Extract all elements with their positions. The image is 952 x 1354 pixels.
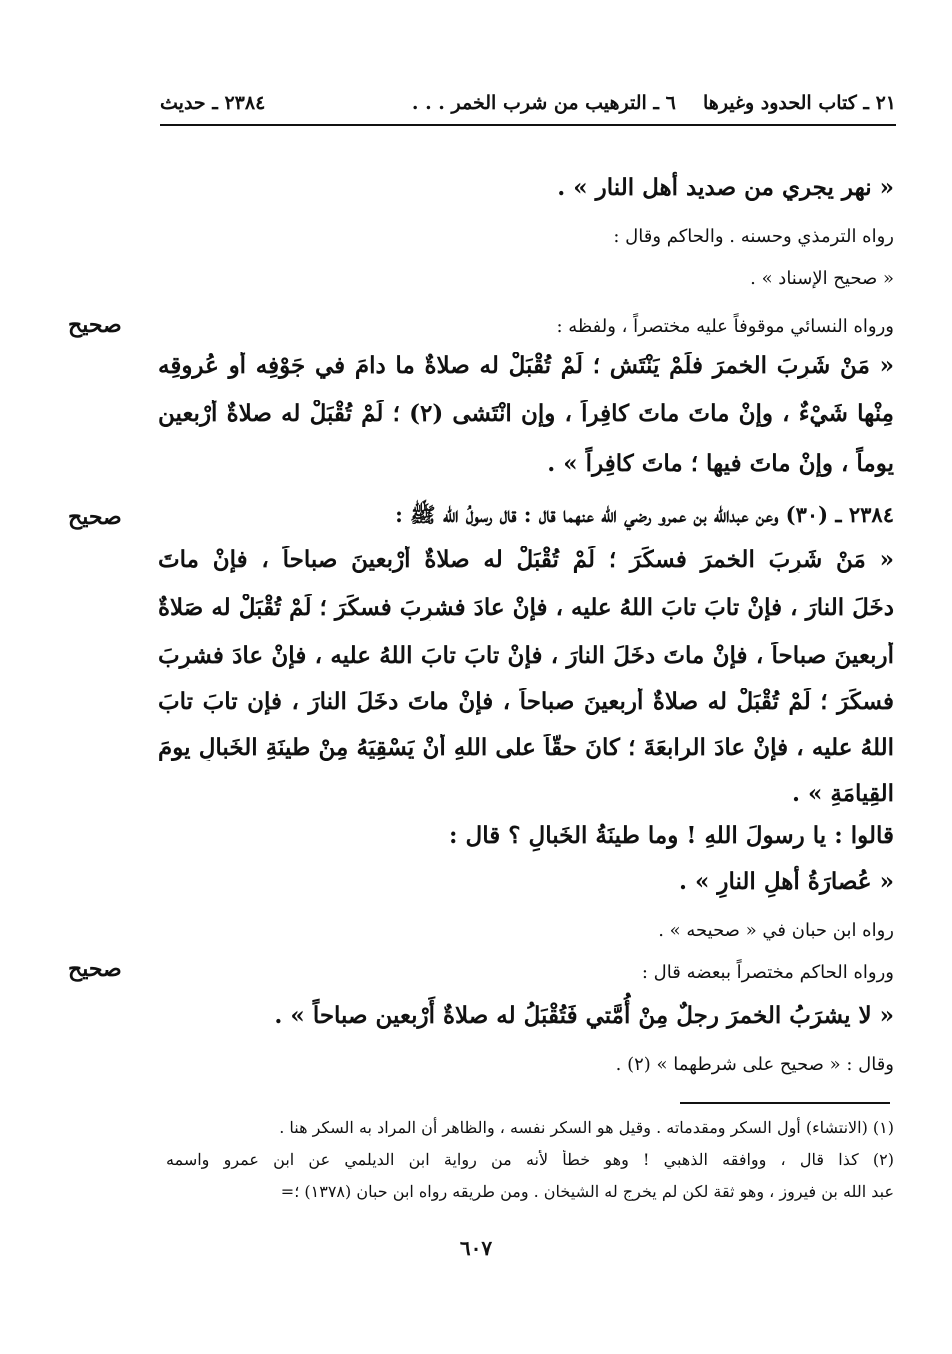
text-line: القِيامَةِ » . — [791, 780, 894, 807]
text-line: رواه ابن حبان في « صحيحه » . — [658, 920, 894, 941]
header-divider — [160, 124, 896, 126]
footnote: (١) (الانتشاء) أول السكر ومقدماته . وقيل هو السكر نفسه ، والظاهر أن المراد به السكر هنا . — [279, 1118, 894, 1137]
text-line: فسكَرَ ؛ لَمْ تُقْبَلْ له صلاةٌ أَربعينَ صباحاً ، فإنْ ماتَ دخَلَ النارَ ، فإن تابَ تابَ — [158, 688, 894, 715]
text-line: « مَنْ شَرِبَ الخمرَ فلَمْ يَنْتَشِ ؛ لَمْ تُقْبَلْ له صلاةٌ ما دامَ في جَوْفِه أو عُروقِه — [158, 352, 894, 379]
header-hadith-number: ٢٣٨٤ ـ حديث — [160, 92, 266, 114]
footnote-divider — [680, 1102, 890, 1104]
page-number: ٦٠٧ — [459, 1236, 493, 1260]
text-line: يوماً ، وإنْ ماتَ فيها ؛ ماتَ كافِراً » . — [547, 450, 894, 477]
running-header — [160, 88, 896, 122]
text-line: قالوا : يا رسولَ اللهِ ! وما طينَةُ الخَبالِ ؟ قال : — [449, 822, 894, 849]
text-line: « صحيح الإسناد » . — [750, 268, 894, 289]
grading-note: صحيح — [68, 312, 122, 338]
text-line: وقال : « صحيح على شرطهما » (٢) . — [615, 1054, 894, 1075]
text-line: « عُصارَةُ أهلِ النارِ » . — [678, 868, 894, 895]
hadith-heading: ٢٣٨٤ ـ (٣٠) وعن عبدالله بن عمرو رضي الله عنهما قال : قال رسولُ الله ﷺ : — [395, 502, 894, 527]
grading-note: صحيح — [68, 956, 122, 982]
text-line: ورواه الحاكم مختصراً ببعضه قال : — [641, 962, 894, 983]
text-line: رواه الترمذي وحسنه . والحاكم وقال : — [613, 226, 894, 247]
footnote: (٢) كذا قال ، ووافقه الذهبي ! وهو خطأ لأنه من رواية ابن الديلمي عن ابن عمرو واسمه — [166, 1150, 894, 1169]
text-line: دخَلَ النارَ ، فإنْ تابَ تابَ اللهُ عليه ، فإنْ عادَ فشرِبَ فسكَرَ ؛ لَمْ تُقْبَلْ له صَلاةٌ — [158, 594, 894, 621]
footnote: عبد الله بن فيروز ، وهو ثقة لكن لم يخرج له الشيخان . ومن طريقه رواه ابن حبان (١٣٧٨) ؛= — [280, 1182, 894, 1201]
header-chapter: ٢١ ـ كتاب الحدود وغيرها — [703, 92, 896, 114]
text-line: « نهر يجري من صديد أهل النار » . — [557, 174, 894, 201]
text-line: « مَنْ شَرِبَ الخمرَ فسكَرَ ؛ لَمْ تُقْبَلْ له صلاةٌ أَرْبعينَ صباحاً ، فإنْ ماتَ — [158, 546, 894, 573]
text-line: مِنْها شَيْءٌ ، وإنْ ماتَ ماتَ كافِراً ، وإن انْتَشى (٢) ؛ لَمْ تُقْبَلْ له صلاةٌ أَرْبعين — [158, 400, 894, 427]
text-line: « لا يشرَبُ الخمرَ رجلٌ مِنْ أُمَّتي فَتُقْبَلُ له صلاةٌ أَرْبعين صباحاً » . — [274, 1002, 894, 1029]
grading-note: صحيح — [68, 504, 122, 530]
text-line: ورواه النسائي موقوفاً عليه مختصراً ، ولفظه : — [556, 316, 894, 337]
text-line: أربعينَ صباحاً ، فإنْ ماتَ دخَلَ النارَ ، فإنْ تابَ تابَ اللهُ عليه ، فإنْ عادَ فشرِبَ — [158, 642, 894, 669]
text-line: اللهُ عليه ، فإنْ عادَ الرابعَةَ ؛ كانَ حقّاً على اللهِ أنْ يَسْقِيَهُ مِنْ طينَةِ الخَبالِ يومَ — [158, 734, 894, 761]
header-section: ٦ ـ الترهيب من شرب الخمر . . . — [411, 92, 676, 114]
